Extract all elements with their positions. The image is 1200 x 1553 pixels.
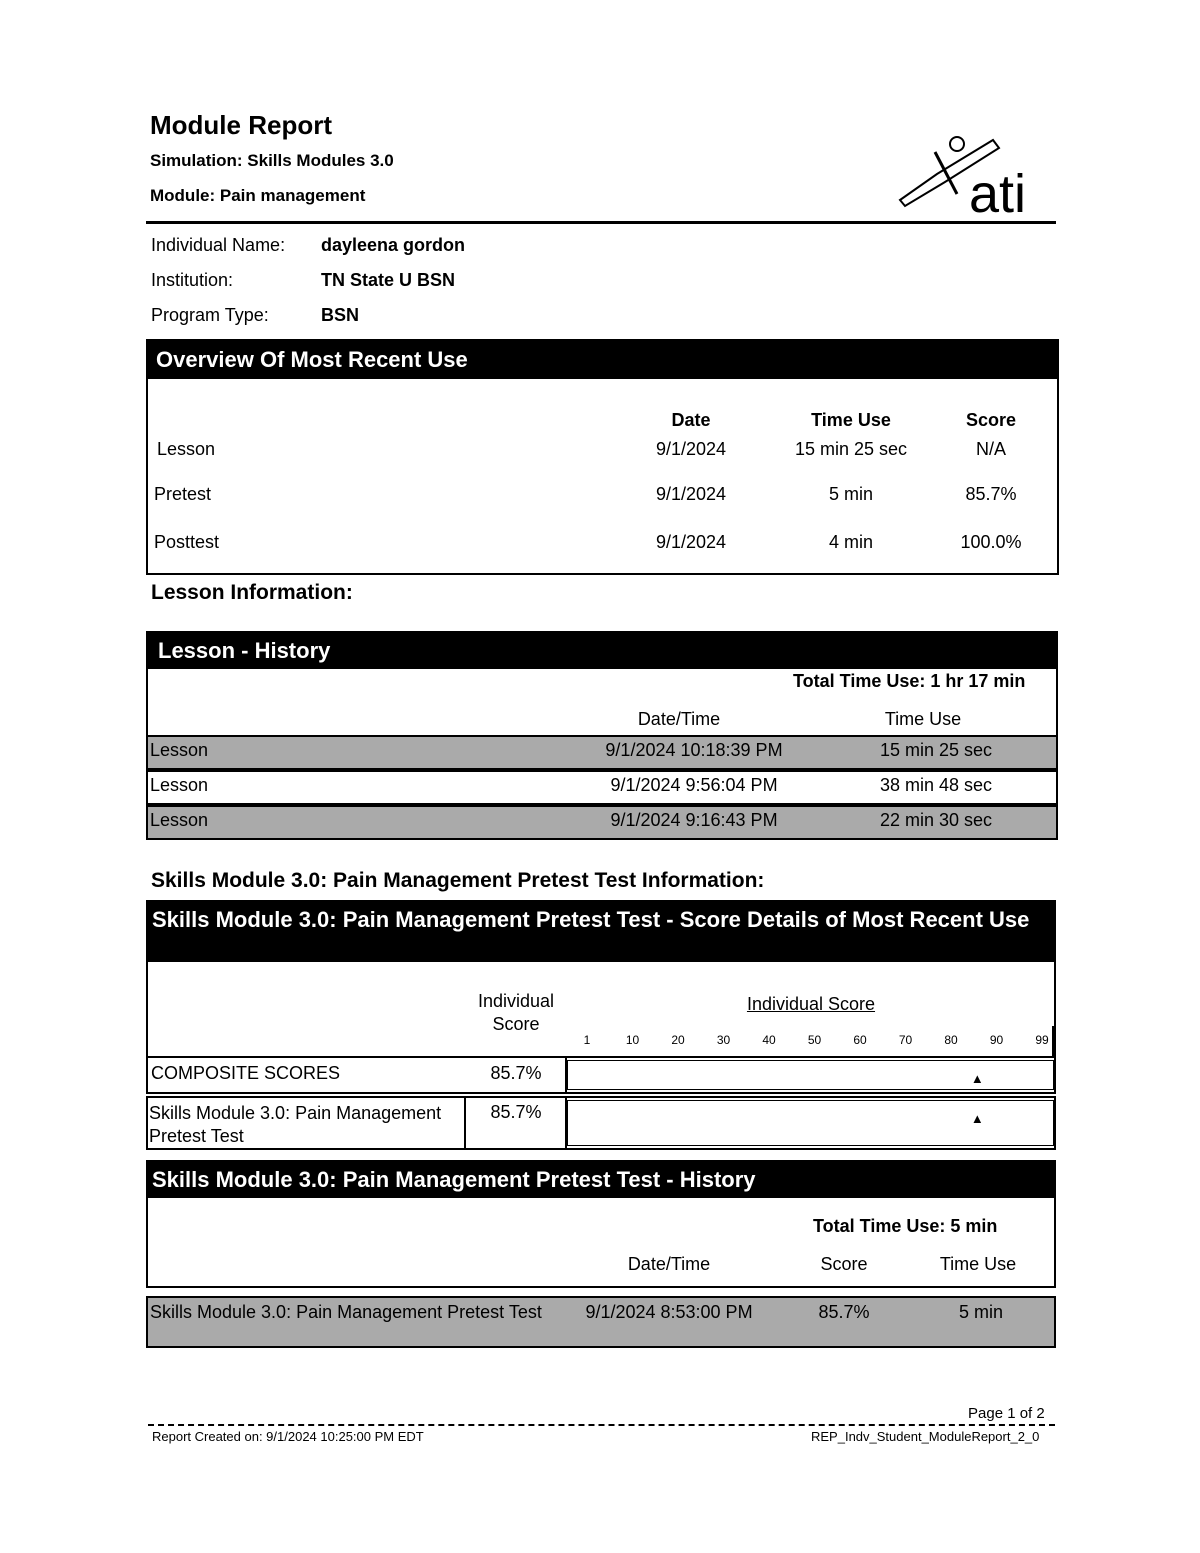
lesson-row-datetime: 9/1/2024 9:16:43 PM	[610, 810, 778, 830]
overview-row-time: 5 min	[828, 484, 873, 504]
history-col-score: Score	[820, 1254, 868, 1274]
ati-logo	[895, 132, 1055, 218]
overview-row-time: 4 min	[828, 532, 873, 552]
module-label: Module: Pain management	[150, 186, 366, 205]
lesson-col-datetime: Date/Time	[637, 709, 721, 729]
page-title: Module Report	[150, 110, 332, 140]
lesson-row-datetime: 9/1/2024 9:56:04 PM	[610, 775, 778, 795]
module-score: 85.7%	[490, 1102, 542, 1122]
program-label: Program Type:	[151, 305, 269, 325]
pretest-heading: Skills Module 3.0: Pain Management Pretest Test Information:	[151, 869, 765, 892]
score-marker-icon: ▲	[970, 1111, 984, 1126]
history-row-label: Skills Module 3.0: Pain Management Pretest Test	[150, 1302, 542, 1322]
lesson-row-time: 22 min 30 sec	[879, 810, 993, 830]
lesson-row-label: Lesson	[150, 740, 209, 760]
overview-col-score: Score	[965, 410, 1017, 430]
score-marker-icon: ▲	[970, 1071, 984, 1086]
name-label: Individual Name:	[151, 235, 286, 255]
lesson-row-label: Lesson	[150, 775, 209, 795]
scale-tick-label: 40	[762, 1033, 776, 1047]
overview-row-score: 100.0%	[960, 532, 1022, 552]
scale-tick-label: 1	[583, 1033, 591, 1047]
composite-score: 85.7%	[490, 1063, 542, 1083]
lesson-row-time: 15 min 25 sec	[879, 740, 993, 760]
history-col-time: Time Use	[939, 1254, 1017, 1274]
institution-label: Institution:	[151, 270, 234, 290]
scale-tick-label: 20	[671, 1033, 685, 1047]
overview-row-label: Lesson	[157, 439, 216, 459]
lesson-total-time: Total Time Use: 1 hr 17 min	[793, 671, 1026, 691]
overview-col-time: Time Use	[811, 410, 891, 430]
simulation-label: Simulation: Skills Modules 3.0	[150, 151, 394, 170]
footer-divider	[148, 1424, 1055, 1426]
scale-edge	[1052, 1026, 1055, 1056]
history-row-time: 5 min	[958, 1302, 1003, 1322]
report-id: REP_Indv_Student_ModuleReport_2_0	[811, 1429, 1040, 1444]
logo-text: ati	[969, 164, 1027, 218]
scale-title: Individual Score	[746, 994, 876, 1014]
module-score-label: Skills Module 3.0: Pain Management Pretest Test	[149, 1103, 442, 1146]
scale-tick-label: 30	[716, 1033, 731, 1047]
history-col-datetime: Date/Time	[627, 1254, 711, 1274]
overview-row-date: 9/1/2024	[655, 532, 727, 552]
pretest-history-title: Skills Module 3.0: Pain Management Pretest Test - History	[148, 1162, 1054, 1198]
scale-tick-label: 80	[944, 1033, 958, 1047]
history-row-score: 85.7%	[818, 1302, 870, 1322]
overview-row-score: N/A	[975, 439, 1006, 459]
lesson-row-label: Lesson	[150, 810, 209, 830]
overview-row-score: 85.7%	[965, 484, 1017, 504]
history-row-datetime: 9/1/2024 8:53:00 PM	[585, 1302, 753, 1322]
overview-row-date: 9/1/2024	[655, 439, 727, 459]
page-number: Page 1 of 2	[968, 1405, 1045, 1422]
scale-tick-label: 90	[989, 1033, 1004, 1047]
scale-tick-label: 99	[1035, 1033, 1049, 1047]
individual-score-col: Individual Score	[477, 991, 555, 1034]
institution-value: TN State U BSN	[321, 270, 456, 290]
scale-tick-label: 10	[625, 1033, 640, 1047]
report-created: Report Created on: 9/1/2024 10:25:00 PM EDT	[152, 1429, 424, 1444]
pretest-total-time: Total Time Use: 5 min	[813, 1216, 998, 1236]
scale-tick-label: 60	[853, 1033, 867, 1047]
overview-row-label: Pretest	[154, 484, 212, 504]
lesson-col-time: Time Use	[884, 709, 962, 729]
pretest-score-title: Skills Module 3.0: Pain Management Pretest Test - Score Details of Most Recent Use	[148, 902, 1054, 962]
overview-row-date: 9/1/2024	[655, 484, 727, 504]
overview-row-label: Posttest	[154, 532, 220, 552]
header-divider	[146, 221, 1056, 224]
lesson-history-title: Lesson - History	[148, 633, 1056, 669]
lesson-row-datetime: 9/1/2024 10:18:39 PM	[605, 740, 783, 760]
composite-label: COMPOSITE SCORES	[151, 1063, 341, 1083]
scale-tick-label: 70	[898, 1033, 913, 1047]
overview-row-time: 15 min 25 sec	[794, 439, 908, 459]
name-value: dayleena gordon	[321, 235, 466, 255]
overview-col-date: Date	[671, 410, 711, 430]
lesson-info-heading: Lesson Information:	[151, 581, 353, 604]
overview-title: Overview Of Most Recent Use	[148, 341, 1057, 379]
scale-tick-label: 50	[807, 1033, 822, 1047]
lesson-row-time: 38 min 48 sec	[879, 775, 993, 795]
program-value: BSN	[321, 305, 360, 325]
